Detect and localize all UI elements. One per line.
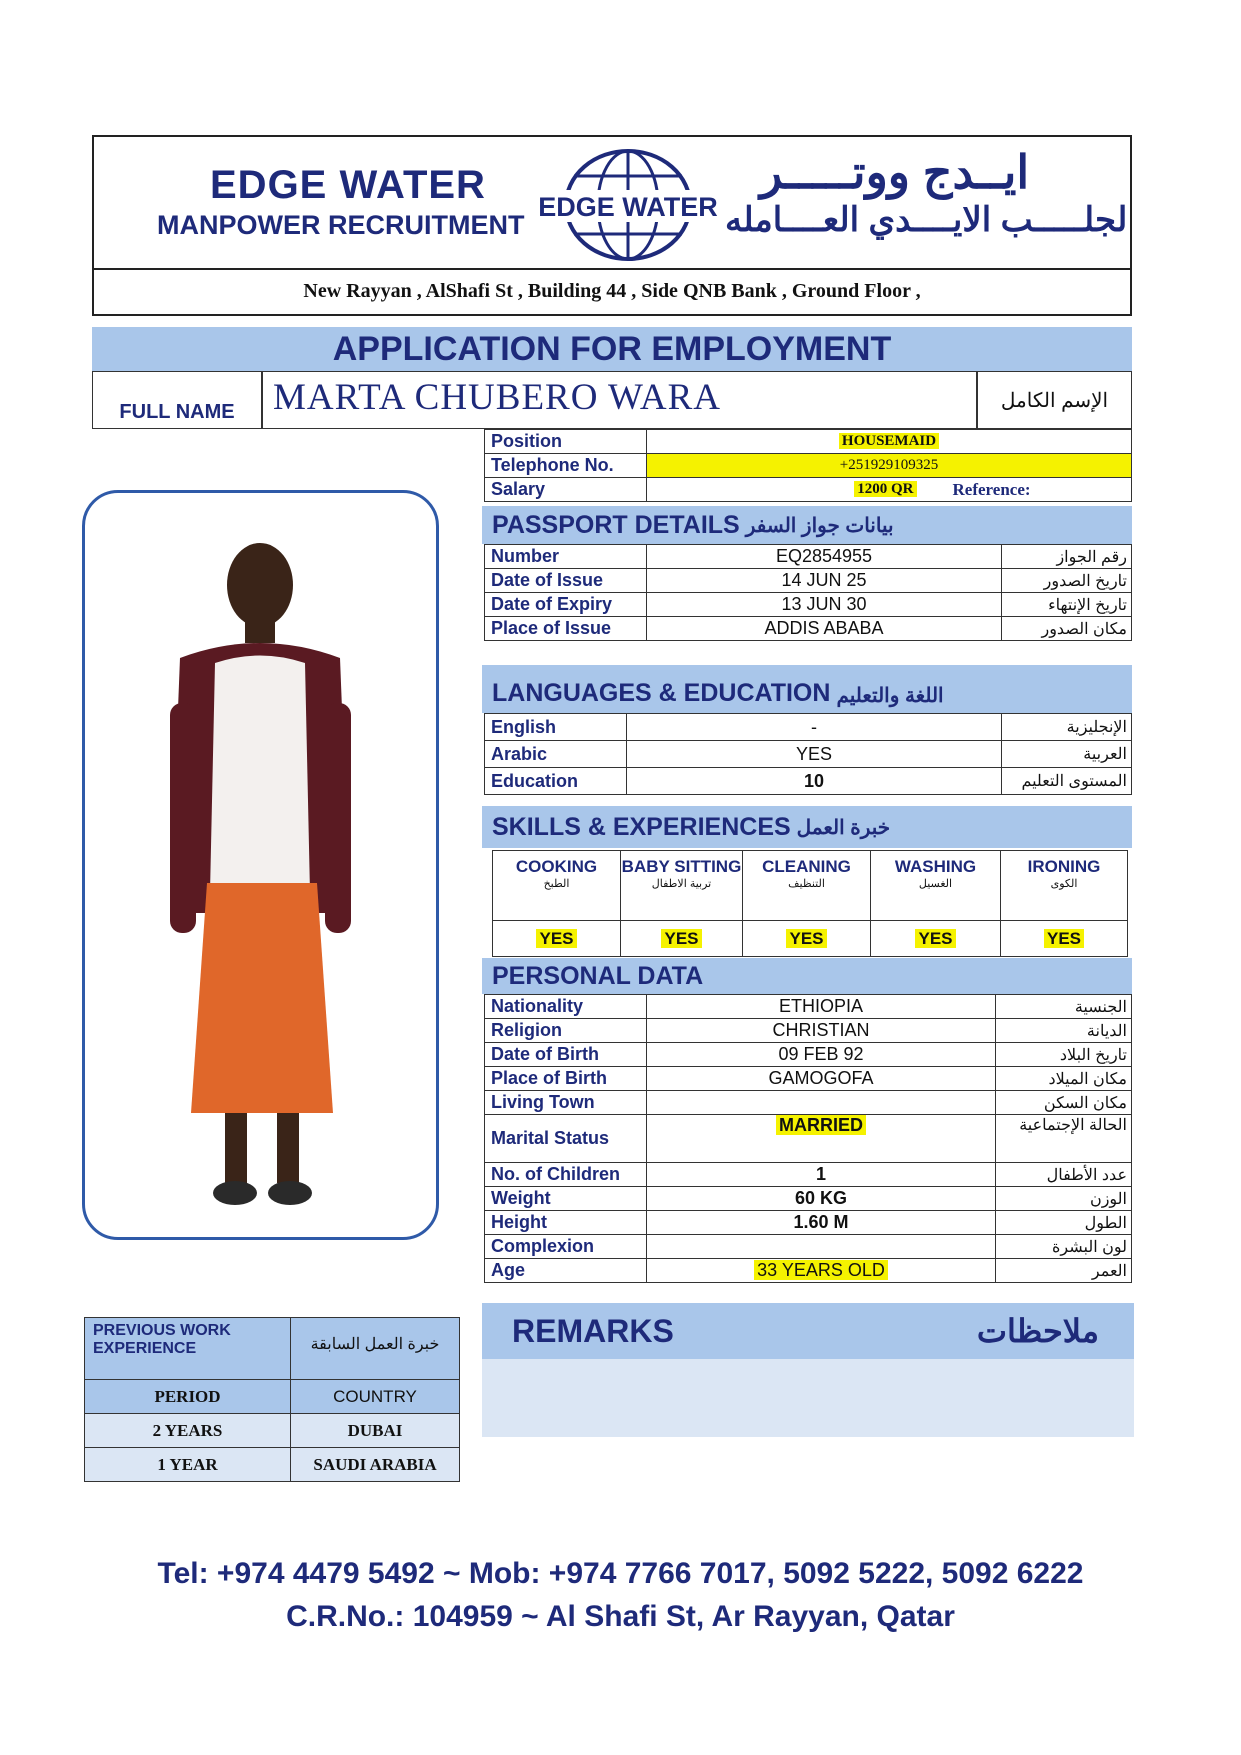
language-row: Education 10 المستوى التعليم <box>485 768 1132 795</box>
logo-text: EDGE WATER <box>538 192 718 222</box>
skill-value: YES <box>1044 929 1084 948</box>
languages-title-ar: اللغة والتعليم <box>836 685 944 707</box>
previous-work-row: 1 YEAR SAUDI ARABIA <box>85 1448 460 1482</box>
personal-section-header <box>482 958 1132 994</box>
period-label: PERIOD <box>85 1380 291 1414</box>
footer-contact: Tel: +974 4479 5492 ~ Mob: +974 7766 7017, 5092 5222, 5092 6222 <box>157 1557 1084 1590</box>
skills-names-row <box>493 851 1128 921</box>
passport-table <box>484 544 1132 641</box>
skill-value: YES <box>661 929 701 948</box>
remarks-title-ar: ملاحظات <box>976 1313 1099 1349</box>
full-name-label: FULL NAME <box>92 371 262 429</box>
form-title: APPLICATION FOR EMPLOYMENT <box>332 330 892 368</box>
brand-name-en: EDGE WATER <box>210 163 486 207</box>
marital-status-value: MARRIED <box>776 1115 866 1135</box>
languages-table <box>484 713 1132 795</box>
remarks-title: REMARKS <box>512 1312 674 1349</box>
personal-row: Height 1.60 M الطول <box>485 1211 1132 1235</box>
position-row <box>485 430 1132 454</box>
passport-title: PASSPORT DETAILS <box>492 510 740 539</box>
salary-value: 1200 QR <box>854 481 916 497</box>
previous-work-title: PREVIOUS WORK EXPERIENCE <box>85 1318 291 1380</box>
personal-row: Place of Birth GAMOGOFA مكان الميلاد <box>485 1067 1132 1091</box>
remarks-body <box>482 1359 1134 1437</box>
salary-label: Salary <box>485 478 647 502</box>
skill-value: YES <box>915 929 955 948</box>
telephone-label: Telephone No. <box>485 454 647 478</box>
skills-title-ar: خبرة العمل <box>796 816 891 839</box>
skills-values-row <box>493 921 1128 957</box>
country-label: COUNTRY <box>291 1380 460 1414</box>
skill-baby-sitting: BABY SITTING تربية الاطفال <box>621 851 743 921</box>
position-value: HOUSEMAID <box>839 433 939 449</box>
salary-row <box>485 478 1132 502</box>
personal-row: Religion CHRISTIAN الديانة <box>485 1019 1132 1043</box>
personal-row: Date of Birth 09 FEB 92 تاريخ البلاد <box>485 1043 1132 1067</box>
personal-row: Age 33 YEARS OLD العمر <box>485 1259 1132 1283</box>
languages-title: LANGUAGES & EDUCATION <box>492 679 831 707</box>
passport-row: Place of Issue ADDIS ABABA مكان الصدور <box>485 617 1132 641</box>
personal-row: No. of Children 1 عدد الأطفال <box>485 1163 1132 1187</box>
passport-section-header <box>482 506 1132 544</box>
full-name-label-ar: الإسم الكامل <box>977 371 1132 429</box>
skills-section-header <box>482 806 1132 848</box>
brand-tagline-ar: لجلـــــب الايــــدي العــــامله <box>725 201 1128 239</box>
brand-tagline-en: MANPOWER RECRUITMENT <box>157 210 525 240</box>
personal-title: PERSONAL DATA <box>492 961 704 990</box>
personal-row: Living Town مكان السكن <box>485 1091 1132 1115</box>
language-row: Arabic YES العربية <box>485 741 1132 768</box>
applicant-photo-frame <box>82 490 439 1240</box>
globe-logo-icon <box>538 148 718 263</box>
passport-row: Date of Expiry 13 JUN 30 تاريخ الإنتهاء <box>485 593 1132 617</box>
full-name-value: MARTA CHUBERO WARA <box>262 371 977 429</box>
personal-row: Weight 60 KG الوزن <box>485 1187 1132 1211</box>
skill-washing: WASHING الغسيل <box>871 851 1001 921</box>
previous-work-header <box>85 1318 460 1380</box>
job-info-table <box>484 429 1132 502</box>
skill-value: YES <box>536 929 576 948</box>
languages-section-header <box>482 665 1132 713</box>
position-label: Position <box>485 430 647 454</box>
previous-work-title-ar: خبرة العمل السابقة <box>310 1336 440 1353</box>
skills-title: SKILLS & EXPERIENCES <box>492 812 791 841</box>
reference-label: Reference: <box>947 478 1132 502</box>
skill-cooking: COOKING الطبخ <box>493 851 621 921</box>
personal-row: Complexion لون البشرة <box>485 1235 1132 1259</box>
footer-registration: C.R.No.: 104959 ~ Al Shafi St, Ar Rayyan, Qatar <box>286 1600 955 1633</box>
previous-work-table <box>84 1317 460 1482</box>
language-row: English - الإنجليزية <box>485 714 1132 741</box>
company-address: New Rayyan , AlShafi St , Building 44 , Side QNB Bank , Ground Floor , <box>92 268 1132 316</box>
passport-row: Number EQ2854955 رقم الجواز <box>485 545 1132 569</box>
passport-row: Date of Issue 14 JUN 25 تاريخ الصدور <box>485 569 1132 593</box>
skill-value: YES <box>786 929 826 948</box>
previous-work-row: 2 YEARS DUBAI <box>85 1414 460 1448</box>
telephone-value: +251929109325 <box>647 454 1132 478</box>
passport-title-ar: بيانات جواز السفر <box>745 514 894 537</box>
remarks-header <box>482 1303 1134 1359</box>
brand-name-ar: ايــدج ووتـــــر <box>760 146 1030 198</box>
telephone-row <box>485 454 1132 478</box>
age-value: 33 YEARS OLD <box>754 1260 888 1280</box>
skill-cleaning: CLEANING التنظيف <box>743 851 871 921</box>
previous-work-columns <box>85 1380 460 1414</box>
personal-row: Nationality ETHIOPIA الجنسية <box>485 995 1132 1019</box>
skills-table <box>492 850 1128 957</box>
personal-row: Marital Status MARRIED الحالة الإجتماعية <box>485 1115 1132 1163</box>
personal-table <box>484 994 1132 1283</box>
applicant-photo <box>85 493 436 1237</box>
skill-ironing: IRONING الكوى <box>1001 851 1128 921</box>
